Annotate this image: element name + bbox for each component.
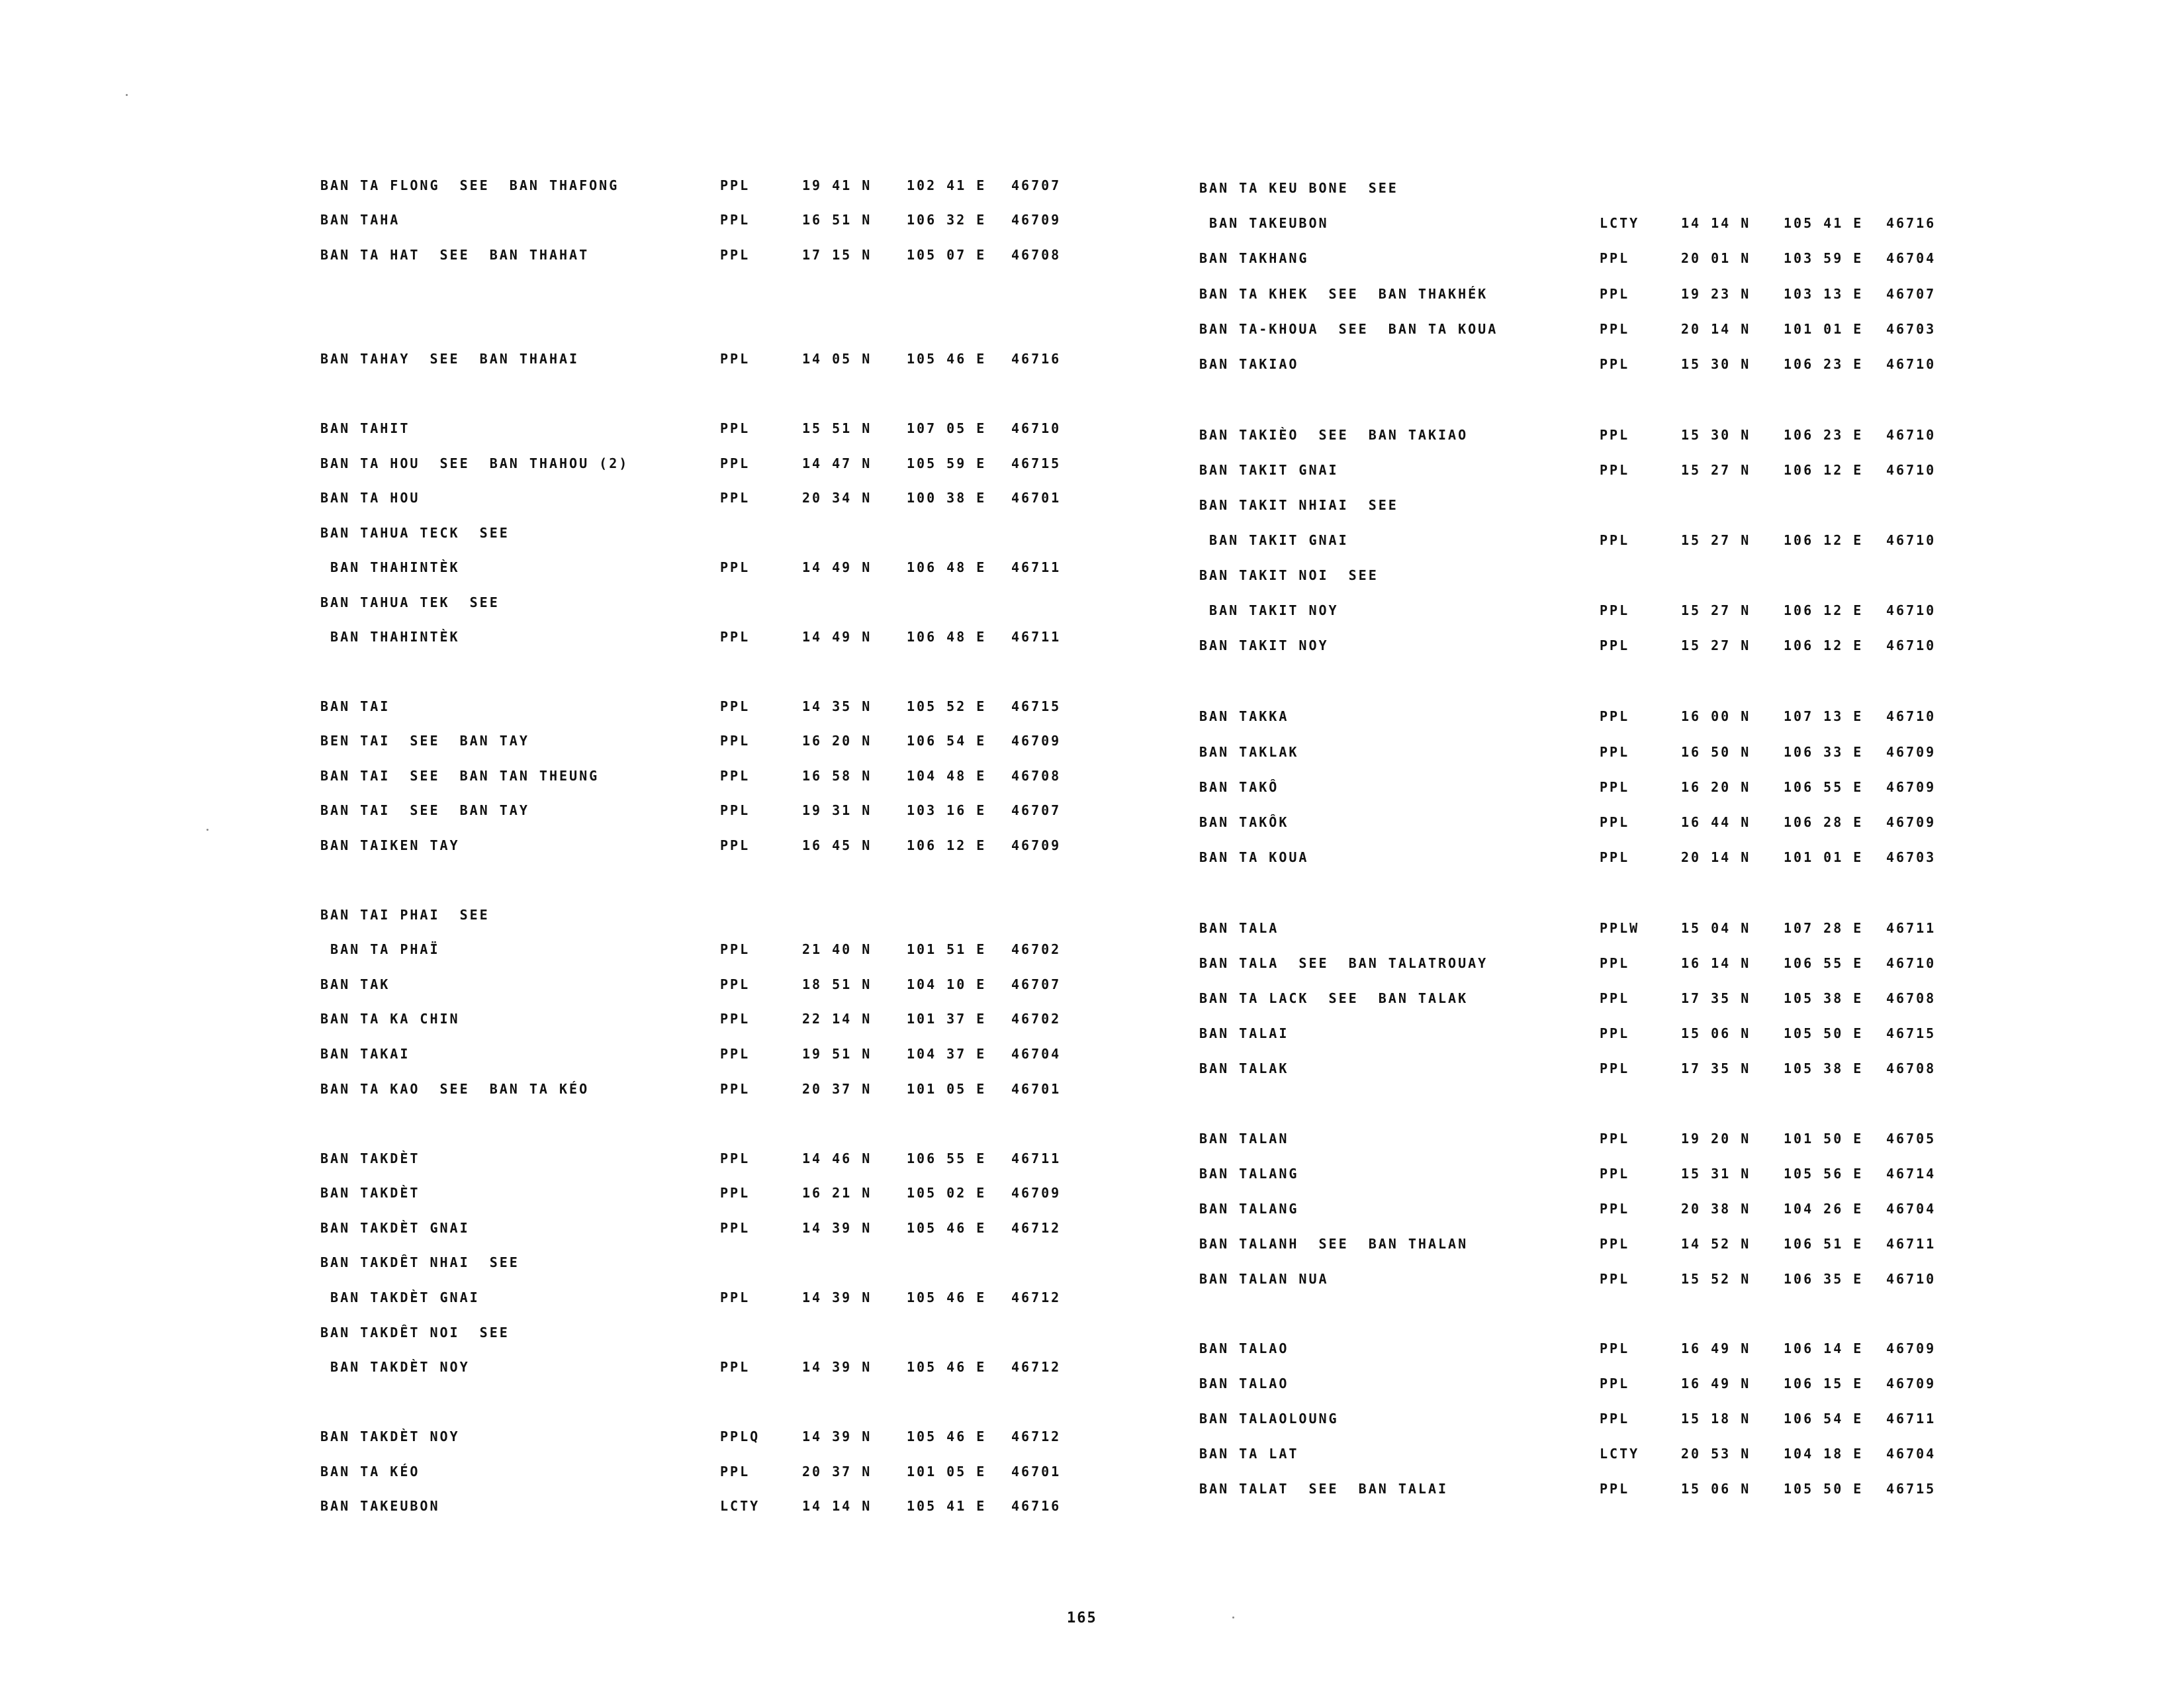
longitude: 106 51 E	[1784, 1236, 1864, 1252]
feature-type: PPL	[1600, 814, 1630, 830]
place-name: BAN TALAO	[1199, 1340, 1289, 1356]
longitude: 101 50 E	[1784, 1131, 1864, 1147]
place-name: BAN TA KÉO	[320, 1464, 420, 1479]
longitude: 106 12 E	[907, 837, 987, 853]
latitude: 14 49 N	[802, 629, 872, 645]
map-sheet-code: 46710	[1886, 427, 1936, 443]
latitude: 19 20 N	[1681, 1131, 1751, 1147]
latitude: 20 14 N	[1681, 849, 1751, 865]
latitude: 15 31 N	[1681, 1166, 1751, 1182]
map-sheet-code: 46710	[1886, 602, 1936, 618]
map-sheet-code: 46710	[1886, 1271, 1936, 1287]
feature-type: PPL	[720, 629, 751, 645]
place-name: BEN TAI SEE BAN TAY	[320, 733, 529, 749]
latitude: 15 27 N	[1681, 462, 1751, 478]
longitude: 106 48 E	[907, 629, 987, 645]
longitude: 105 41 E	[907, 1498, 987, 1514]
feature-type: LCTY	[1600, 215, 1640, 231]
place-name: BAN TAHUA TEK SEE	[320, 594, 500, 610]
latitude: 22 14 N	[802, 1011, 872, 1027]
longitude: 104 26 E	[1784, 1201, 1864, 1217]
place-name: BAN TAKIT GNAI	[1199, 532, 1349, 548]
map-sheet-code: 46709	[1011, 733, 1062, 749]
map-sheet-code: 46716	[1886, 215, 1936, 231]
map-sheet-code: 46710	[1886, 356, 1936, 372]
map-sheet-code: 46710	[1886, 532, 1936, 548]
place-name: BAN TAHUA TECK SEE	[320, 525, 510, 541]
feature-type: PPL	[1600, 1376, 1630, 1391]
place-name: BAN TA HAT SEE BAN THAHAT	[320, 247, 590, 263]
place-name: BAN TAI SEE BAN TAY	[320, 802, 529, 818]
longitude: 100 38 E	[907, 490, 987, 506]
longitude: 101 37 E	[907, 1011, 987, 1027]
longitude: 104 10 E	[907, 976, 987, 992]
map-sheet-code: 46707	[1886, 286, 1936, 302]
map-sheet-code: 46704	[1011, 1046, 1062, 1062]
feature-type: PPL	[720, 976, 751, 992]
feature-type: PPL	[1600, 356, 1630, 372]
map-sheet-code: 46716	[1011, 1498, 1062, 1514]
latitude: 20 34 N	[802, 490, 872, 506]
place-name: BAN TA LACK SEE BAN TALAK	[1199, 990, 1469, 1006]
latitude: 16 20 N	[802, 733, 872, 749]
map-sheet-code: 46709	[1886, 1376, 1936, 1391]
map-sheet-code: 46708	[1011, 247, 1062, 263]
latitude: 14 46 N	[802, 1150, 872, 1166]
place-name: BAN TALA	[1199, 920, 1279, 936]
map-sheet-code: 46707	[1011, 976, 1062, 992]
latitude: 20 53 N	[1681, 1446, 1751, 1462]
map-sheet-code: 46716	[1011, 351, 1062, 367]
place-name: BAN TA HOU SEE BAN THAHOU (2)	[320, 455, 629, 471]
place-name: BAN TAKEUBON	[1199, 215, 1329, 231]
longitude: 106 54 E	[907, 733, 987, 749]
latitude: 15 27 N	[1681, 532, 1751, 548]
feature-type: PPL	[1600, 321, 1630, 337]
place-name: BAN TAKKA	[1199, 708, 1289, 724]
longitude: 102 41 E	[907, 177, 987, 193]
longitude: 105 56 E	[1784, 1166, 1864, 1182]
longitude: 105 38 E	[1784, 1060, 1864, 1076]
place-name: BAN TAKDÈT GNAI	[320, 1289, 480, 1305]
place-name: BAN TAKDÊT NOI SEE	[320, 1325, 510, 1340]
latitude: 21 40 N	[802, 941, 872, 957]
longitude: 106 35 E	[1784, 1271, 1864, 1287]
place-name: BAN TAHA	[320, 212, 400, 228]
map-sheet-code: 46704	[1886, 1201, 1936, 1217]
latitude: 19 31 N	[802, 802, 872, 818]
place-name: BAN TA KOUA	[1199, 849, 1309, 865]
place-name: BAN TA PHAÏ	[320, 941, 440, 957]
longitude: 105 46 E	[907, 1220, 987, 1236]
feature-type: PPL	[720, 1185, 751, 1201]
feature-type: PPL	[720, 1046, 751, 1062]
feature-type: PPL	[1600, 1340, 1630, 1356]
map-sheet-code: 46712	[1011, 1220, 1062, 1236]
map-sheet-code: 46709	[1011, 212, 1062, 228]
latitude: 18 51 N	[802, 976, 872, 992]
place-name: BAN TAHAY SEE BAN THAHAI	[320, 351, 580, 367]
longitude: 106 12 E	[1784, 532, 1864, 548]
latitude: 14 14 N	[1681, 215, 1751, 231]
feature-type: PPL	[720, 802, 751, 818]
longitude: 106 12 E	[1784, 637, 1864, 653]
longitude: 106 55 E	[1784, 779, 1864, 795]
longitude: 106 23 E	[1784, 427, 1864, 443]
longitude: 106 12 E	[1784, 602, 1864, 618]
place-name: BAN TALANG	[1199, 1201, 1299, 1217]
longitude: 106 28 E	[1784, 814, 1864, 830]
feature-type: PPL	[1600, 779, 1630, 795]
place-name: BAN TA KHEK SEE BAN THAKHÉK	[1199, 286, 1488, 302]
latitude: 16 00 N	[1681, 708, 1751, 724]
latitude: 17 35 N	[1681, 1060, 1751, 1076]
longitude: 106 33 E	[1784, 744, 1864, 760]
longitude: 104 18 E	[1784, 1446, 1864, 1462]
latitude: 16 49 N	[1681, 1376, 1751, 1391]
place-name: BAN TALAI	[1199, 1025, 1289, 1041]
place-name: BAN TAI PHAI SEE	[320, 907, 490, 923]
feature-type: LCTY	[720, 1498, 760, 1514]
feature-type: PPL	[1600, 955, 1630, 971]
longitude: 106 55 E	[1784, 955, 1864, 971]
feature-type: PPLW	[1600, 920, 1640, 936]
longitude: 105 46 E	[907, 1359, 987, 1375]
latitude: 16 44 N	[1681, 814, 1751, 830]
map-sheet-code: 46708	[1886, 990, 1936, 1006]
longitude: 105 59 E	[907, 455, 987, 471]
feature-type: PPL	[1600, 744, 1630, 760]
longitude: 106 14 E	[1784, 1340, 1864, 1356]
feature-type: PPL	[720, 1289, 751, 1305]
map-sheet-code: 46714	[1886, 1166, 1936, 1182]
latitude: 17 15 N	[802, 247, 872, 263]
feature-type: PPL	[1600, 1025, 1630, 1041]
longitude: 105 46 E	[907, 351, 987, 367]
place-name: BAN TAKDÈT	[320, 1150, 420, 1166]
map-sheet-code: 46715	[1011, 698, 1062, 714]
place-name: BAN TALAT SEE BAN TALAI	[1199, 1481, 1449, 1497]
feature-type: PPL	[1600, 1060, 1630, 1076]
feature-type: PPL	[1600, 1166, 1630, 1182]
feature-type: PPL	[720, 733, 751, 749]
longitude: 106 54 E	[1784, 1411, 1864, 1427]
feature-type: PPL	[1600, 1481, 1630, 1497]
map-sheet-code: 46711	[1011, 629, 1062, 645]
place-name: BAN TAKIT GNAI	[1199, 462, 1339, 478]
latitude: 14 05 N	[802, 351, 872, 367]
feature-type: PPL	[720, 177, 751, 193]
place-name: BAN TA LAT	[1199, 1446, 1299, 1462]
latitude: 19 41 N	[802, 177, 872, 193]
place-name: BAN TAKAI	[320, 1046, 410, 1062]
longitude: 101 01 E	[1784, 321, 1864, 337]
place-name: BAN TAKIT NHIAI SEE	[1199, 497, 1398, 513]
longitude: 105 07 E	[907, 247, 987, 263]
feature-type: PPLQ	[720, 1429, 760, 1444]
latitude: 14 47 N	[802, 455, 872, 471]
place-name: BAN TA KEU BONE SEE	[1199, 180, 1398, 196]
longitude: 105 46 E	[907, 1429, 987, 1444]
place-name: BAN TAKDÈT	[320, 1185, 420, 1201]
longitude: 106 23 E	[1784, 356, 1864, 372]
feature-type: PPL	[1600, 990, 1630, 1006]
place-name: BAN TAKDÊT NHAI SEE	[320, 1254, 520, 1270]
map-sheet-code: 46710	[1886, 708, 1936, 724]
place-name: BAN TAKIAO	[1199, 356, 1299, 372]
feature-type: PPL	[720, 1011, 751, 1027]
latitude: 15 27 N	[1681, 637, 1751, 653]
longitude: 106 15 E	[1784, 1376, 1864, 1391]
map-sheet-code: 46707	[1011, 802, 1062, 818]
feature-type: PPL	[1600, 849, 1630, 865]
place-name: BAN TALANG	[1199, 1166, 1299, 1182]
feature-type: PPL	[1600, 462, 1630, 478]
latitude: 15 18 N	[1681, 1411, 1751, 1427]
map-sheet-code: 46712	[1011, 1289, 1062, 1305]
feature-type: PPL	[720, 559, 751, 575]
latitude: 20 37 N	[802, 1464, 872, 1479]
place-name: BAN TAKDÈT NOY	[320, 1359, 470, 1375]
longitude: 105 50 E	[1784, 1481, 1864, 1497]
longitude: 105 02 E	[907, 1185, 987, 1201]
longitude: 104 48 E	[907, 768, 987, 784]
map-sheet-code: 46710	[1886, 637, 1936, 653]
latitude: 17 35 N	[1681, 990, 1751, 1006]
feature-type: PPL	[720, 455, 751, 471]
latitude: 16 20 N	[1681, 779, 1751, 795]
map-sheet-code: 46701	[1011, 1081, 1062, 1097]
place-name: BAN TALANH SEE BAN THALAN	[1199, 1236, 1469, 1252]
map-sheet-code: 46708	[1886, 1060, 1936, 1076]
feature-type: PPL	[720, 490, 751, 506]
map-sheet-code: 46701	[1011, 490, 1062, 506]
scan-speck	[1232, 1617, 1234, 1618]
map-sheet-code: 46711	[1886, 920, 1936, 936]
map-sheet-code: 46711	[1011, 1150, 1062, 1166]
feature-type: PPL	[720, 351, 751, 367]
feature-type: PPL	[1600, 708, 1630, 724]
place-name: BAN TAKDÈT NOY	[320, 1429, 460, 1444]
map-sheet-code: 46709	[1886, 814, 1936, 830]
map-sheet-code: 46710	[1011, 420, 1062, 436]
map-sheet-code: 46710	[1886, 955, 1936, 971]
page-number: 165	[1067, 1610, 1097, 1626]
feature-type: PPL	[720, 1220, 751, 1236]
place-name: BAN TAI SEE BAN TAN THEUNG	[320, 768, 600, 784]
latitude: 16 49 N	[1681, 1340, 1751, 1356]
place-name: BAN TAK	[320, 976, 390, 992]
map-sheet-code: 46715	[1886, 1025, 1936, 1041]
place-name: BAN THAHINTÈK	[320, 629, 460, 645]
place-name: BAN TAI	[320, 698, 390, 714]
latitude: 15 30 N	[1681, 356, 1751, 372]
place-name: BAN THAHINTÈK	[320, 559, 460, 575]
latitude: 14 39 N	[802, 1359, 872, 1375]
feature-type: PPL	[720, 1359, 751, 1375]
place-name: BAN TAKLAK	[1199, 744, 1299, 760]
feature-type: PPL	[1600, 602, 1630, 618]
map-sheet-code: 46709	[1011, 1185, 1062, 1201]
feature-type: PPL	[720, 698, 751, 714]
longitude: 107 05 E	[907, 420, 987, 436]
map-sheet-code: 46715	[1011, 455, 1062, 471]
place-name: BAN TAKDÈT GNAI	[320, 1220, 470, 1236]
scan-speck	[206, 829, 208, 831]
longitude: 105 50 E	[1784, 1025, 1864, 1041]
place-name: BAN TALAN NUA	[1199, 1271, 1329, 1287]
longitude: 105 52 E	[907, 698, 987, 714]
feature-type: PPL	[1600, 427, 1630, 443]
longitude: 101 05 E	[907, 1081, 987, 1097]
longitude: 103 59 E	[1784, 250, 1864, 266]
feature-type: PPL	[720, 1464, 751, 1479]
latitude: 20 14 N	[1681, 321, 1751, 337]
map-sheet-code: 46707	[1011, 177, 1062, 193]
longitude: 106 48 E	[907, 559, 987, 575]
latitude: 16 58 N	[802, 768, 872, 784]
longitude: 106 12 E	[1784, 462, 1864, 478]
latitude: 20 01 N	[1681, 250, 1751, 266]
longitude: 103 13 E	[1784, 286, 1864, 302]
place-name: BAN TAKIT NOY	[1199, 637, 1329, 653]
place-name: BAN TA-KHOUA SEE BAN TA KOUA	[1199, 321, 1498, 337]
place-name: BAN TAKÔK	[1199, 814, 1289, 830]
map-sheet-code: 46710	[1886, 462, 1936, 478]
latitude: 14 39 N	[802, 1289, 872, 1305]
feature-type: PPL	[1600, 286, 1630, 302]
longitude: 106 32 E	[907, 212, 987, 228]
longitude: 107 28 E	[1784, 920, 1864, 936]
feature-type: PPL	[720, 837, 751, 853]
latitude: 20 37 N	[802, 1081, 872, 1097]
latitude: 20 38 N	[1681, 1201, 1751, 1217]
map-sheet-code: 46712	[1011, 1429, 1062, 1444]
feature-type: PPL	[720, 247, 751, 263]
feature-type: PPL	[720, 420, 751, 436]
longitude: 101 05 E	[907, 1464, 987, 1479]
latitude: 14 14 N	[802, 1498, 872, 1514]
feature-type: PPL	[720, 212, 751, 228]
longitude: 103 16 E	[907, 802, 987, 818]
latitude: 16 50 N	[1681, 744, 1751, 760]
place-name: BAN TA KA CHIN	[320, 1011, 460, 1027]
latitude: 15 30 N	[1681, 427, 1751, 443]
map-sheet-code: 46712	[1011, 1359, 1062, 1375]
latitude: 16 14 N	[1681, 955, 1751, 971]
map-sheet-code: 46709	[1886, 1340, 1936, 1356]
latitude: 15 04 N	[1681, 920, 1751, 936]
place-name: BAN TAKÔ	[1199, 779, 1279, 795]
longitude: 101 01 E	[1784, 849, 1864, 865]
place-name: BAN TA KAO SEE BAN TA KÉO	[320, 1081, 590, 1097]
map-sheet-code: 46711	[1886, 1236, 1936, 1252]
map-sheet-code: 46703	[1886, 849, 1936, 865]
map-sheet-code: 46705	[1886, 1131, 1936, 1147]
place-name: BAN TAKIT NOY	[1199, 602, 1339, 618]
longitude: 106 55 E	[907, 1150, 987, 1166]
latitude: 15 51 N	[802, 420, 872, 436]
map-sheet-code: 46701	[1011, 1464, 1062, 1479]
place-name: BAN TAKIT NOI SEE	[1199, 567, 1379, 583]
map-sheet-code: 46703	[1886, 321, 1936, 337]
latitude: 16 21 N	[802, 1185, 872, 1201]
feature-type: PPL	[1600, 250, 1630, 266]
longitude: 101 51 E	[907, 941, 987, 957]
place-name: BAN TALAK	[1199, 1060, 1289, 1076]
map-sheet-code: 46715	[1886, 1481, 1936, 1497]
latitude: 15 06 N	[1681, 1025, 1751, 1041]
map-sheet-code: 46702	[1011, 941, 1062, 957]
latitude: 14 39 N	[802, 1220, 872, 1236]
map-sheet-code: 46702	[1011, 1011, 1062, 1027]
feature-type: PPL	[720, 1150, 751, 1166]
feature-type: PPL	[720, 768, 751, 784]
map-sheet-code: 46709	[1886, 744, 1936, 760]
feature-type: LCTY	[1600, 1446, 1640, 1462]
longitude: 104 37 E	[907, 1046, 987, 1062]
feature-type: PPL	[1600, 1271, 1630, 1287]
feature-type: PPL	[1600, 637, 1630, 653]
place-name: BAN TA FLONG SEE BAN THAFONG	[320, 177, 619, 193]
feature-type: PPL	[720, 941, 751, 957]
map-sheet-code: 46711	[1886, 1411, 1936, 1427]
place-name: BAN TA HOU	[320, 490, 420, 506]
latitude: 15 06 N	[1681, 1481, 1751, 1497]
map-sheet-code: 46711	[1011, 559, 1062, 575]
place-name: BAN TAKEUBON	[320, 1498, 440, 1514]
feature-type: PPL	[1600, 1201, 1630, 1217]
latitude: 19 51 N	[802, 1046, 872, 1062]
latitude: 16 51 N	[802, 212, 872, 228]
place-name: BAN TALA SEE BAN TALATROUAY	[1199, 955, 1488, 971]
latitude: 15 27 N	[1681, 602, 1751, 618]
latitude: 15 52 N	[1681, 1271, 1751, 1287]
longitude: 105 41 E	[1784, 215, 1864, 231]
feature-type: PPL	[1600, 1411, 1630, 1427]
feature-type: PPL	[720, 1081, 751, 1097]
place-name: BAN TAKIÈO SEE BAN TAKIAO	[1199, 427, 1469, 443]
map-sheet-code: 46709	[1011, 837, 1062, 853]
place-name: BAN TAIKEN TAY	[320, 837, 460, 853]
map-sheet-code: 46709	[1886, 779, 1936, 795]
latitude: 14 39 N	[802, 1429, 872, 1444]
latitude: 14 52 N	[1681, 1236, 1751, 1252]
map-sheet-code: 46704	[1886, 250, 1936, 266]
place-name: BAN TAKHANG	[1199, 250, 1309, 266]
longitude: 105 46 E	[907, 1289, 987, 1305]
latitude: 14 35 N	[802, 698, 872, 714]
latitude: 19 23 N	[1681, 286, 1751, 302]
map-sheet-code: 46704	[1886, 1446, 1936, 1462]
feature-type: PPL	[1600, 1236, 1630, 1252]
map-sheet-code: 46708	[1011, 768, 1062, 784]
longitude: 105 38 E	[1784, 990, 1864, 1006]
place-name: BAN TALAOLOUNG	[1199, 1411, 1339, 1427]
place-name: BAN TALAO	[1199, 1376, 1289, 1391]
latitude: 16 45 N	[802, 837, 872, 853]
place-name: BAN TAHIT	[320, 420, 410, 436]
longitude: 107 13 E	[1784, 708, 1864, 724]
feature-type: PPL	[1600, 532, 1630, 548]
place-name: BAN TALAN	[1199, 1131, 1289, 1147]
scan-speck	[126, 94, 128, 96]
feature-type: PPL	[1600, 1131, 1630, 1147]
latitude: 14 49 N	[802, 559, 872, 575]
